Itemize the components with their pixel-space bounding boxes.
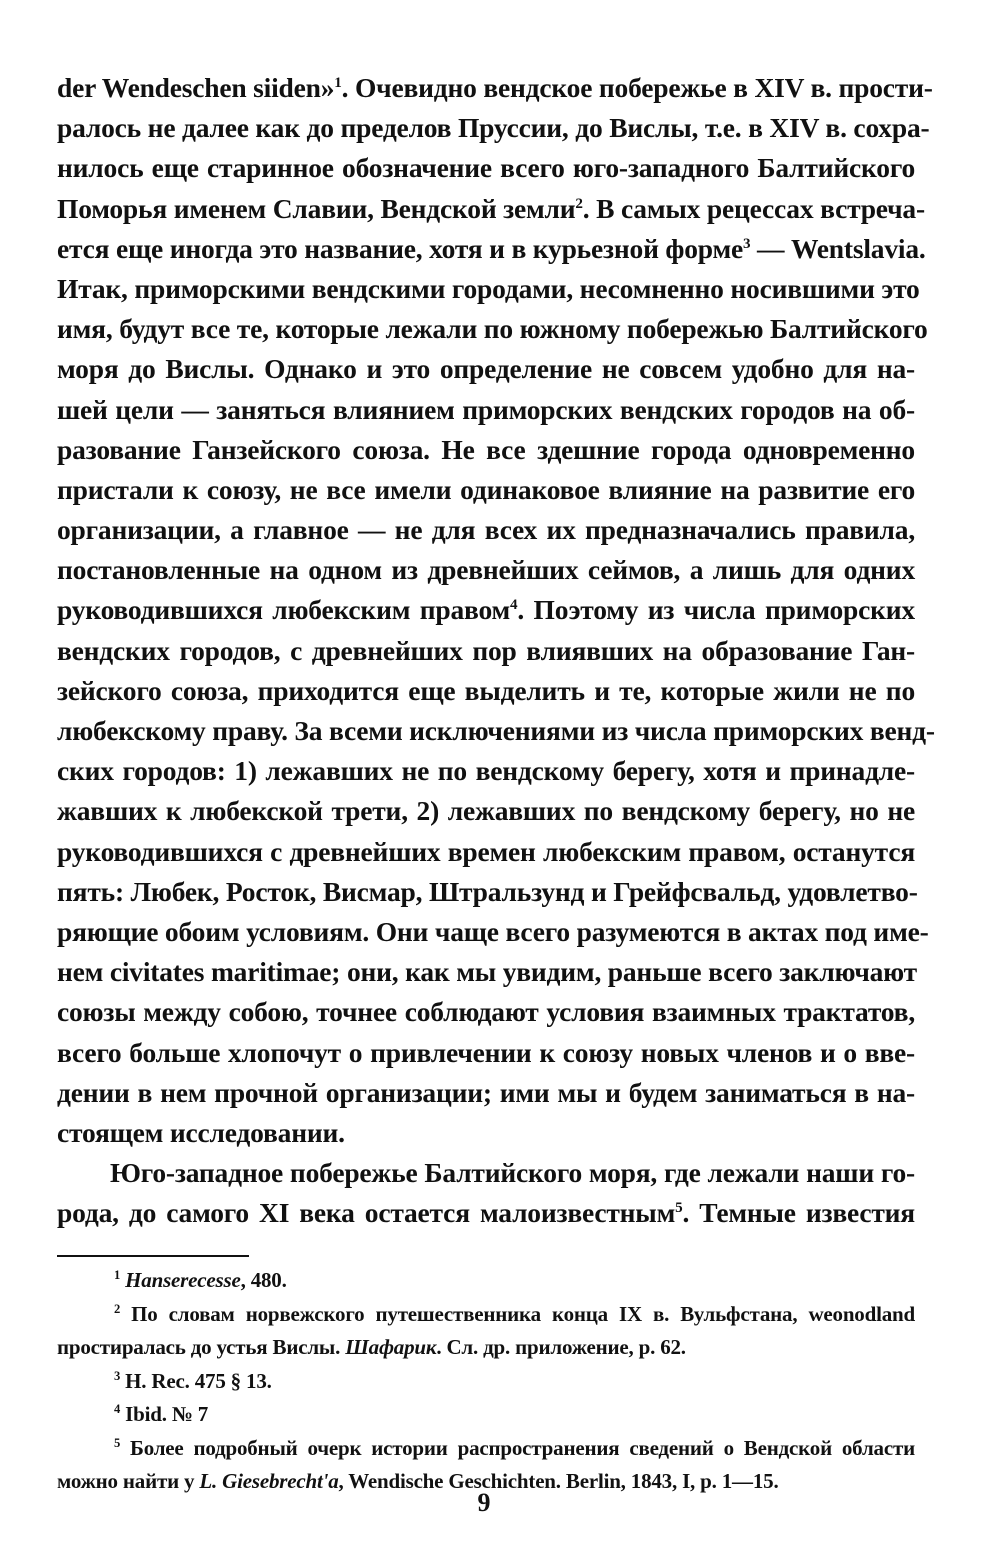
footnote-2-line-1 (57, 1298, 915, 1332)
text-line-19: жавших к любекской трети, 2) лежавших по вендскому берегу, но не (57, 795, 915, 827)
text-segment: руководившихся любекским правом (57, 594, 511, 626)
footnote-ref-4[interactable]: 4 (510, 597, 518, 614)
text-line-27: стоящем исследовании. (57, 1116, 345, 1148)
footnote-ref-1[interactable]: 1 (334, 74, 342, 91)
text-line-22: ряющие обоим условиям. Они чаще всего разумеются в актах под име- (57, 915, 929, 947)
text-line-20: руководившихся с древнейших времен любекским правом, останутся (57, 835, 915, 867)
footnote-mark: 3 (114, 1368, 121, 1383)
footnote-text: простиралась до устья Вислы. (57, 1335, 346, 1359)
footnote-text: можно найти у (57, 1469, 200, 1493)
text-segment: Поморья именем Славии, Вендской земли (57, 192, 576, 224)
text-segment: — Wentslavia. (750, 232, 926, 264)
footnote-5-line-1 (57, 1432, 915, 1466)
text-line-21: пять: Любек, Росток, Висмар, Штральзунд и Грейфсвальд, удовлетво- (57, 875, 918, 907)
text-line-2: ралось не далее как до пределов Пруссии, до Вислы, т.е. в XIV в. сохра- (57, 112, 930, 144)
text-line-17: любекскому праву. За всеми исключениями из числа приморских венд- (57, 715, 935, 746)
footnote-text: , 480. (240, 1268, 287, 1292)
text-line-25: всего больше хлопочут о привлечении к союзу новых членов и о вве- (57, 1036, 915, 1068)
footnote-text: , Wendische Geschichten. Berlin, 1843, I, p. 1—15. (338, 1469, 779, 1493)
text-line-16: зейского союза, приходится еще выделить и те, которые жили не по (57, 674, 915, 706)
text-line-18: ских городов: 1) лежавших не по вендскому берегу, хотя и принадле- (57, 755, 915, 787)
text-line-14 (57, 590, 915, 630)
page-number: 9 (477, 1488, 491, 1517)
footnote-2-line-2 (57, 1331, 915, 1365)
text-line-3: нилось еще старинное обозначение всего юго-западного Балтийского (57, 152, 915, 184)
footnote-separator (57, 1255, 249, 1257)
footnote-text: . Сл. др. приложение, p. 62. (436, 1335, 686, 1359)
text-line-8: моря до Вислы. Однако и это определение не совсем удобно для на- (57, 353, 915, 385)
footnote-ref-5[interactable]: 5 (675, 1200, 683, 1217)
footnote-mark: 4 (114, 1402, 121, 1416)
text-line-4 (57, 189, 925, 229)
text-segment: рода, до самого XI века остается малоизвестным (57, 1197, 676, 1229)
footnote-3 (57, 1365, 915, 1399)
text-segment: ется еще иногда это название, хотя и в курьезной форме (57, 232, 743, 264)
footnote-1 (57, 1264, 915, 1298)
text-line-24: союзы между собою, точнее соблюдают условия взаимных трактатов, (57, 996, 915, 1028)
footnote-author: Шафарик (345, 1335, 437, 1359)
text-segment: . Темные известия (682, 1197, 915, 1229)
text-line-9: шей цели — заняться влиянием приморских вендских городов на об- (57, 393, 915, 425)
footnote-text: H. Rec. 475 § 13. (125, 1368, 272, 1393)
text-line-11: пристали к союзу, не все имели одинаковое влияние на развитие его (57, 473, 915, 505)
text-line-26: дении в нем прочной организации; ими мы и будем заниматься в на- (57, 1076, 915, 1108)
text-line-1 (57, 68, 933, 108)
main-text (57, 68, 935, 1233)
text-line-10: разование Ганзейского союза. Не все здешние города одновременно (57, 433, 915, 465)
footnote-text: Ibid. № 7 (125, 1402, 209, 1426)
text-line-28: Юго-западное побережье Балтийского моря, где лежали наши го- (110, 1157, 915, 1189)
text-segment: . Очевидно вендское побережье в XIV в. прости- (341, 72, 933, 103)
footnote-title: Hanserecesse (125, 1268, 241, 1292)
text-line-5 (57, 229, 926, 269)
text-line-13: постановленные на одном из древнейших сеймов, а лишь для одних (57, 554, 915, 586)
text-line-23: нем civitates maritimae; они, как мы увидим, раньше всего заключают (57, 956, 917, 988)
footnote-mark: 5 (114, 1435, 121, 1450)
footnote-author: L. Giesebrecht'a (199, 1469, 339, 1493)
text-segment: . В самых рецессах встреча- (582, 192, 925, 224)
footnote-text: По словам норвежского путешественника конца IX в. Вульфстана, weonodland (131, 1301, 915, 1326)
footnote-ref-2[interactable]: 2 (575, 195, 583, 212)
text-segment: der Wendeschen siiden» (57, 72, 335, 103)
text-line-12: организации, а главное — не для всех их предназначались правила, (57, 514, 915, 546)
text-segment: . Поэтому из числа приморских (517, 594, 915, 626)
footnotes (57, 1264, 915, 1499)
text-line-6: Итак, приморскими вендскими городами, несомненно носившими это (57, 272, 920, 304)
footnote-text: Более подробный очерк истории распространения сведений о Вендской области (130, 1435, 915, 1460)
footnote-4 (57, 1398, 915, 1432)
text-line-7: имя, будут все те, которые лежали по южному побережью Балтийского (57, 313, 928, 345)
footnote-ref-3[interactable]: 3 (743, 235, 751, 252)
footnote-mark: 2 (114, 1301, 121, 1316)
footnote-mark: 1 (114, 1268, 121, 1282)
text-line-29 (57, 1193, 915, 1233)
text-line-15: вендских городов, с древнейших пор влиявших на образование Ган- (57, 634, 915, 666)
